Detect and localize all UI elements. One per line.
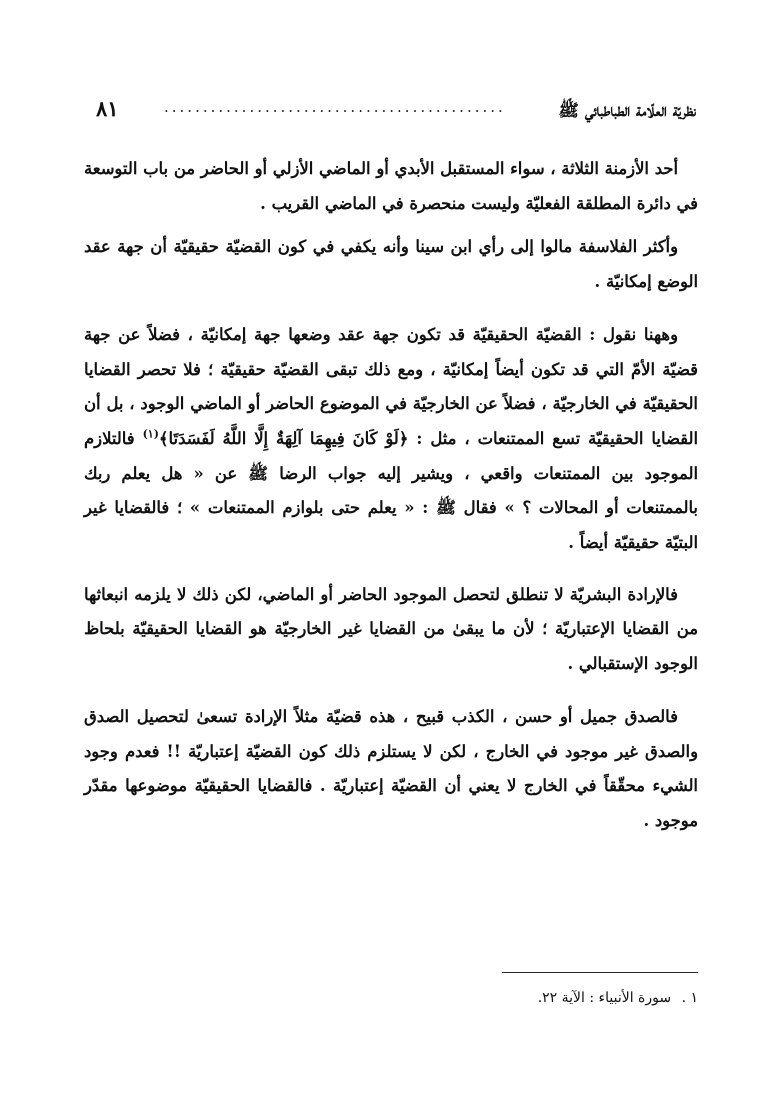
paragraph-4: فالإرادة البشريّة لا تنطلق لتحصل الموجود الحاضر أو الماضي، لكن ذلك لا يلزمه انبعاثها من القضايا الإعتباريّة ؛ لأن ما يبقىٰ من القضايا غير الخارجيّة هو القضايا الحقيقيّة بلحاظ الوجود الإستقبالي . [84, 584, 698, 674]
header-title: نظريّة العلّامة الطباطبائي ﷺ [558, 101, 696, 121]
footnote-separator [502, 972, 698, 973]
paragraph-3 [84, 318, 698, 561]
header-leader-dots: ............................................ [164, 98, 506, 116]
footnote [298, 990, 698, 1006]
running-header [96, 96, 696, 126]
paragraph-2: وأكثر الفلاسفة مالوا إلى رأي ابن سينا وأنه يكفي في كون القضيّة حقيقيّة أن جهة عقد الوضع إمكانيّة . [84, 237, 698, 292]
footnote-marker: (١) [142, 427, 159, 441]
paragraph-5: فالصدق جميل أو حسن ، الكذب قبيح ، هذه قضيّة مثلاً الإرادة تسعىٰ لتحصيل الصدق والصدق غير موجود في الخارج ، لكن لا يستلزم ذلك كون القضيّة إعتباريّة !! فعدم وجود الشيء محقّقاً في الخارج لا يعني أن القضيّة إعتباريّة . فالقضايا الحقيقيّة موضوعها مقدّر موجود . [84, 706, 698, 830]
body-text [84, 152, 698, 839]
quran-verse: ﴿لَوْ كَانَ فِيهِمَا آلِهَةٌ إِلَّا اللَّهُ لَفَسَدَتَا﴾ [158, 428, 409, 448]
paragraph-3-part-2: فالتلازم الموجود بين الممتنعات واقعي ، ويشير إليه جواب الرضا ﷺ عن « هل يعلم ربك بالممتنعات أو المحالات ؟ » فقال ﷺ : « يعلم حتى بلوازم الممتنعات » ؛ فالقضايا غير البتيّة حقيقيّة أيضاً . [84, 428, 698, 553]
paragraph-1: أحد الأزمنة الثلاثة ، سواء المستقبل الأبدي أو الماضي الأزلي أو الحاضر من باب التوسعة في دائرة المطلقة الفعليّة وليست منحصرة في الماضي القريب . [84, 159, 698, 213]
footnote-number: ١ . [681, 990, 698, 1006]
footnote-text: سورة الأنبياء : الآية ٢٢. [537, 990, 672, 1006]
paragraph-3-part-1: وههنا نقول : القضيّة الحقيقيّة قد تكون جهة عقد وضعها جهة إمكانيّة ، فضلاً عن جهة قضيّة الأمّ التي قد تكون أيضاً إمكانيّة ، ومع ذلك تبقى القضيّة حقيقيّة ؛ فلا تحصر القضايا الحقيقيّة في الخارجيّة ، فضلاً عن الخارجيّة في الموضوع الحاضر أو الماضي الوجود ، بل أن القضايا الحقيقيّة تسع الممتنعات ، مثل : [84, 324, 698, 448]
page-number: ٨١ [96, 96, 119, 121]
